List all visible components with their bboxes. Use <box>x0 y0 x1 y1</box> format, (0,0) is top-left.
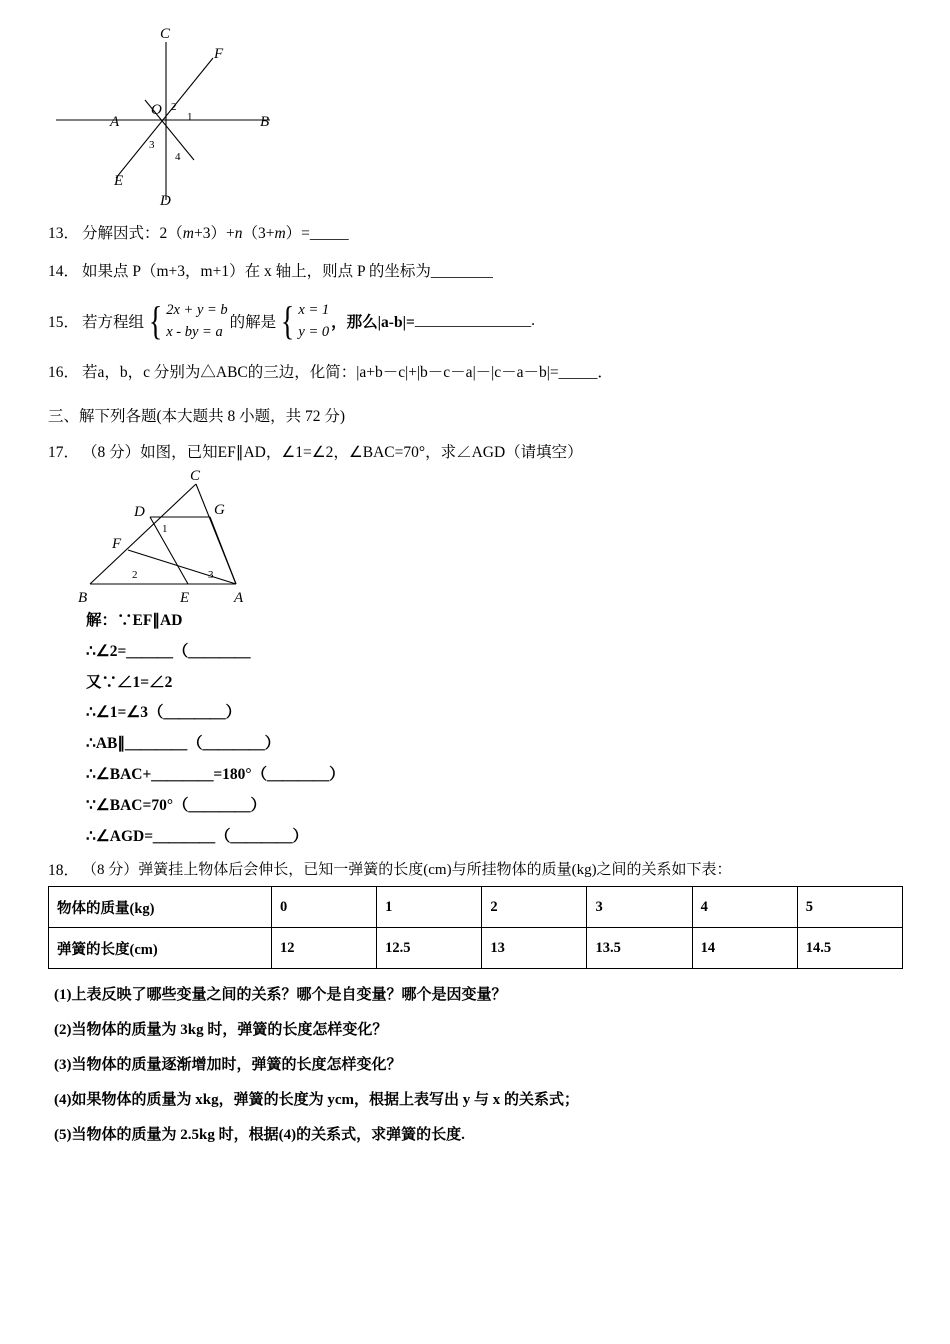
figure1-label-D: D <box>160 193 171 209</box>
q18-sub-3: (3)当物体的质量逐渐增加时，弹簧的长度怎样变化？ <box>54 1057 402 1074</box>
q15-blank: _______________ <box>414 312 532 330</box>
q15-system-2 <box>278 299 329 344</box>
q15-system-2-rows <box>297 299 329 344</box>
question-15 <box>48 299 903 344</box>
question-17 <box>48 440 903 462</box>
q15-text-a: 若方程组 <box>82 314 145 332</box>
q13-var-n: n <box>234 225 243 242</box>
figure2-label-C: C <box>190 467 201 484</box>
question-18 <box>48 858 903 880</box>
table-row <box>49 887 903 928</box>
q14-blank: ________ <box>430 263 493 280</box>
table-row2-cell-4: 14 <box>692 928 797 969</box>
q13-text-c: （3+ <box>242 225 275 242</box>
figure1-angle-4: 4 <box>175 151 181 163</box>
table-row1-cell-1: 1 <box>377 887 482 928</box>
q13-text-d: ）= <box>285 225 310 242</box>
question-18-body: （8 分）弹簧挂上物体后会伸长，已知一弹簧的长度(cm)与所挂物体的质量(kg)之间的关系如下表： <box>82 862 732 879</box>
q16-text: 若a，b，c 分别为△ABC的三边，化简：|a+b－c|+|b－c－a|－|c－a－b|= <box>82 363 559 381</box>
question-17-body: （8 分）如图，已知EF∥AD，∠1=∠2，∠BAC=70°，求∠AGD（请填空） <box>82 443 583 461</box>
proof-line-1: ∴∠2=＿＿＿（＿＿＿＿ <box>86 642 251 660</box>
figure2-label-B: B <box>78 589 88 606</box>
question-15-body <box>82 299 535 344</box>
proof-line-0: 解：∵EF∥AD <box>86 611 183 629</box>
q15-eq-2: x - by = a <box>166 324 223 341</box>
table-row2-header: 弹簧的长度(cm) <box>49 928 272 969</box>
q13-var-m2: m <box>274 225 286 242</box>
q15-period: . <box>531 312 535 330</box>
figure1-label-C: C <box>160 26 171 42</box>
table-row <box>49 928 903 969</box>
figure2-label-A: A <box>234 589 244 606</box>
q16-period: ． <box>597 363 613 381</box>
proof-line-5: ∴∠BAC+＿＿＿＿=180°（＿＿＿＿） <box>86 766 345 783</box>
figure1-label-A: A <box>110 114 120 130</box>
q18-sub-2: (2)当物体的质量为 3kg 时，弹簧的长度怎样变化？ <box>54 1022 388 1039</box>
question-13-body <box>82 221 349 243</box>
q15-text-b: 的解是 <box>229 314 277 332</box>
figure1-label-O: O <box>151 102 162 118</box>
q13-text-a: 分解因式：2（ <box>82 225 183 242</box>
table-row1-header: 物体的质量(kg) <box>49 887 272 928</box>
q13-blank: _____ <box>309 225 349 242</box>
question-16-number: 16． <box>48 363 80 381</box>
table-row1-cell-2: 2 <box>482 887 587 928</box>
q18-sub-1: (1)上表反映了哪些变量之间的关系？哪个是自变量？哪个是因变量？ <box>54 987 507 1004</box>
q13-var-m1: m <box>182 225 194 242</box>
figure-2-svg <box>68 462 398 612</box>
figure-1-svg <box>48 0 368 215</box>
question-14-number: 14． <box>48 263 80 280</box>
proof-line-2: 又∵∠1=∠2 <box>86 673 173 691</box>
figure2-label-G: G <box>214 501 225 518</box>
figure2-angle-3: 3 <box>208 568 214 581</box>
question-16 <box>48 360 903 382</box>
proof-line-6: ∵∠BAC=70°（＿＿＿＿） <box>86 796 267 814</box>
table-row2-cell-1: 12.5 <box>377 928 482 969</box>
table-row1-cell-4: 4 <box>692 887 797 928</box>
figure1-angle-3: 3 <box>149 139 155 151</box>
section-3-heading: 三、解下列各题(本大题共 8 小题，共 72 分) <box>48 407 346 425</box>
proof-line-4: ∴AB∥＿＿＿＿（＿＿＿＿） <box>86 735 281 753</box>
spring-data-table <box>48 886 903 969</box>
figure1-angle-1: 1 <box>187 111 193 123</box>
q18-sub-5: (5)当物体的质量为 2.5kg 时，根据(4)的关系式，求弹簧的长度. <box>54 1127 465 1144</box>
table-row2-cell-5: 14.5 <box>797 928 902 969</box>
q15-brace-1: { <box>148 298 163 344</box>
question-16-body <box>82 360 613 382</box>
figure2-angle-2: 2 <box>132 568 138 581</box>
question-13-number: 13． <box>48 225 80 242</box>
figure-triangle <box>68 462 398 612</box>
q14-text: 如果点 P（m+3，m+1）在 x 轴上，则点 P 的坐标为 <box>82 263 431 280</box>
q16-blank: _____ <box>558 363 598 381</box>
table-row2-cell-3: 13.5 <box>587 928 692 969</box>
q15-eq-4: y = 0 <box>298 324 330 341</box>
question-15-number: 15． <box>48 314 80 332</box>
q15-system-1-rows <box>165 299 227 344</box>
question-14 <box>48 259 903 281</box>
figure2-label-D: D <box>134 503 145 520</box>
table-row1-cell-0: 0 <box>272 887 377 928</box>
question-17-proof <box>86 612 903 846</box>
q15-system-1 <box>146 299 228 344</box>
figure-intersecting-lines <box>48 0 368 215</box>
proof-line-7: ∴∠AGD=＿＿＿＿（＿＿＿＿） <box>86 827 309 845</box>
q15-text-c: ，那么|a-b|= <box>331 314 415 332</box>
table-row2-cell-2: 13 <box>482 928 587 969</box>
page-content <box>48 0 903 1144</box>
figure1-label-B: B <box>260 114 270 130</box>
question-18-number: 18． <box>48 862 80 880</box>
question-14-body <box>82 259 493 281</box>
figure1-angle-2: 2 <box>171 101 177 113</box>
figure2-angle-1: 1 <box>162 522 168 535</box>
proof-line-3: ∴∠1=∠3（＿＿＿＿） <box>86 704 241 722</box>
table-row1-cell-3: 3 <box>587 887 692 928</box>
figure1-label-E: E <box>114 173 124 189</box>
figure2-label-F: F <box>112 535 122 552</box>
figure1-label-F: F <box>214 46 224 62</box>
question-17-number: 17． <box>48 443 80 461</box>
question-13 <box>48 221 903 243</box>
q15-eq-1: 2x + y = b <box>166 302 228 318</box>
q13-text-b: +3）+ <box>193 225 235 242</box>
q18-sub-4: (4)如果物体的质量为 xkg，弹簧的长度为 ycm，根据上表写出 y 与 x 的关系式； <box>54 1092 579 1109</box>
q15-brace-2: { <box>281 298 295 344</box>
table-row1-cell-5: 5 <box>797 887 902 928</box>
figure2-label-E: E <box>180 589 190 606</box>
table-row2-cell-0: 12 <box>272 928 377 969</box>
q15-eq-3: x = 1 <box>298 302 330 318</box>
